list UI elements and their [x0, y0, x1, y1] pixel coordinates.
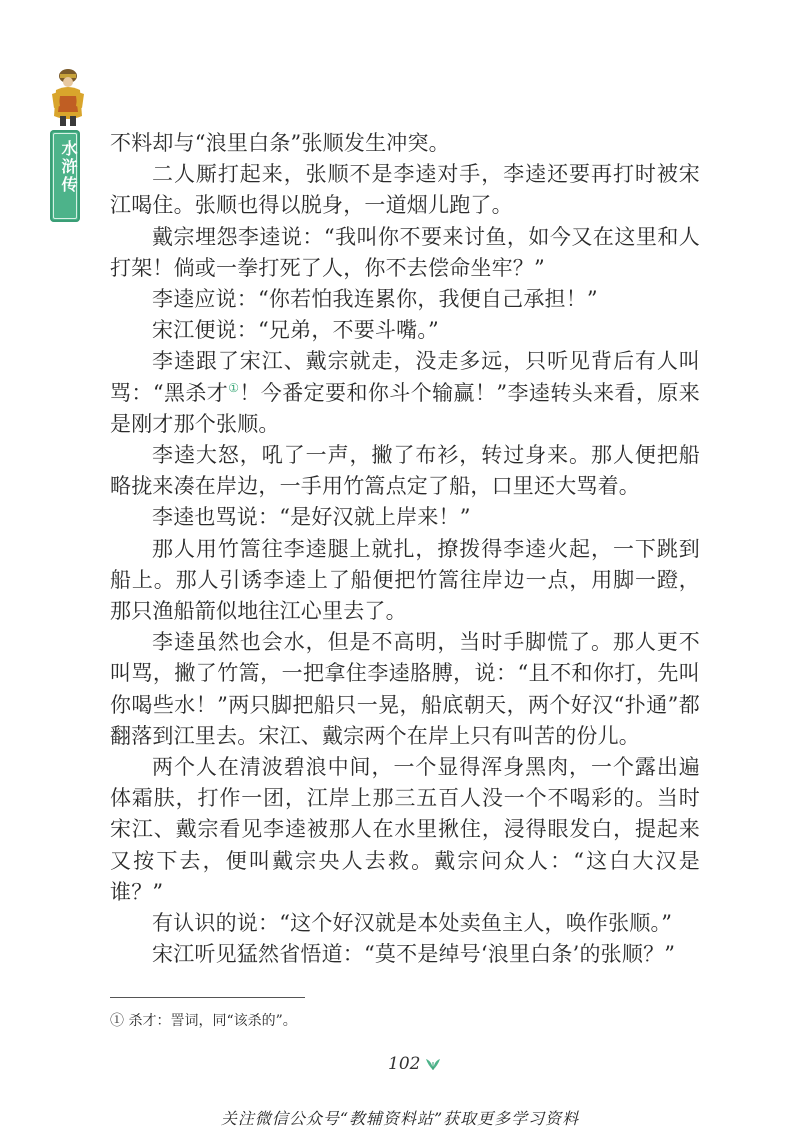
side-tab-label: 水浒传 [59, 140, 78, 194]
character-illustration [48, 66, 88, 128]
paragraph: 不料却与“浪里白条”张顺发生冲突。 [110, 131, 450, 155]
leaf-icon [424, 1057, 442, 1071]
paragraph: 李逵虽然也会水，但是不高明，当时手脚慌了。那人更不叫骂，撇了竹篙，一把拿住李逵胳膊，说：“且不和你打，先叫你喝些水！”两只脚把船只一晃，船底朝天，两个好汉“扑通”都翻落到江里去。宋江、戴宗两个在岸上只有叫苦的份儿。 [110, 630, 700, 748]
footnote-divider [110, 997, 305, 998]
paragraph: 有认识的说：“这个好汉就是本处卖鱼主人，唤作张顺。” [152, 911, 673, 936]
footnote: ① 杀才：詈词，同“该杀的”。 [110, 1013, 297, 1029]
paragraph: 戴宗埋怨李逵说：“我叫你不要来讨鱼，如今又在这里和人打架！倘或一拳打死了人，你不去偿命坐牢？” [110, 224, 700, 280]
body-text [110, 128, 700, 970]
paragraph: 二人厮打起来，张顺不是李逵对手，李逵还要再打时被宋江喝住。张顺也得以脱身，一道烟儿跑了。 [110, 162, 700, 218]
paragraph: 李逵应说：“你若怕我连累你，我便自己承担！” [152, 287, 598, 312]
paragraph: 宋江听见猛然省悟道：“莫不是绰号‘浪里白条’的张顺？” [152, 942, 676, 967]
footnote-reference[interactable]: ① [228, 380, 240, 395]
paragraph-text: 李逵跟了宋江、戴宗就走，没走多远，只听见背后有人叫骂：“黑杀才 [110, 349, 700, 405]
page-number: 102 [388, 1054, 421, 1074]
watermark-text: 关注微信公众号“教辅资料站”获取更多学习资料 [220, 1109, 580, 1128]
paragraph [110, 346, 700, 440]
paragraph: 李逵也骂说：“是好汉就上岸来！” [152, 505, 471, 530]
paragraph: 那人用竹篙往李逵腿上就扎，撩拨得李逵火起，一下跳到船上。那人引诱李逵上了船便把竹篙往岸边一点，用脚一蹬，那只渔船箭似地往江心里去了。 [110, 536, 700, 624]
paragraph: 两个人在清波碧浪中间，一个显得浑身黑肉，一个露出遍体霜肤，打作一团，江岸上那三五百人没一个不喝彩的。当时宋江、戴宗看见李逵被那人在水里揪住，浸得眼发白，提起来又按下去，便叫戴宗央人去救。戴宗问众人：“这白大汉是谁？” [110, 755, 700, 904]
page-number-area [388, 1054, 448, 1074]
chapter-side-tab [50, 130, 80, 222]
paragraph: 宋江便说：“兄弟，不要斗嘴。” [152, 318, 439, 343]
paragraph: 李逵大怒，吼了一声，撇了布衫，转过身来。那人便把船略拢来凑在岸边，一手用竹篙点定了船，口里还大骂着。 [110, 443, 700, 499]
paragraph-text: ！今番定要和你斗个输赢！”李逵转头来看，原来是刚才那个张顺。 [110, 380, 700, 436]
